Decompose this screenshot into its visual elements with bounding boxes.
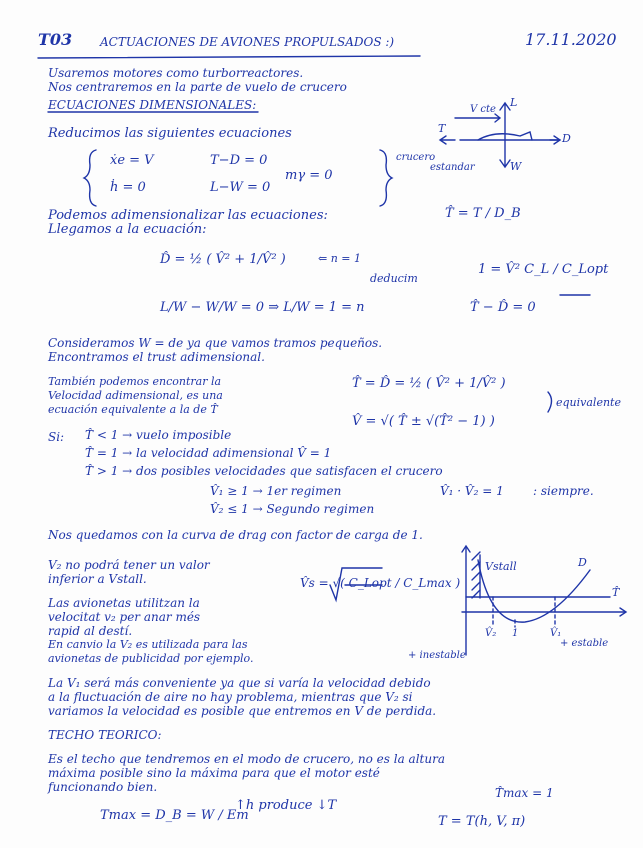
diag-D: D	[562, 132, 571, 145]
diag-crucero: crucero	[396, 152, 436, 163]
plot-one: 1	[512, 628, 519, 639]
plot-v1: V̂₁	[550, 628, 562, 639]
plot-D: D	[578, 556, 587, 569]
consider-line-1: Consideramos W = de ya que vamos tramos pequeños.	[48, 336, 383, 350]
equiv-t: T̂ = D̂ = ½ ( V̂² + 1/V̂² )	[352, 376, 506, 391]
cases-si: Si:	[48, 430, 65, 444]
diag-vcte: V cte	[470, 104, 496, 115]
intro-line-1: Usaremos motores como turborreactores.	[48, 66, 304, 80]
reduce-text: Reducimos las siguientes ecuaciones	[48, 126, 292, 141]
note-4: velocitat v₂ per anar més	[48, 610, 201, 624]
note-3: Las avionetas utilitzan la	[48, 596, 200, 610]
techo-line-2: máxima posible sino la máxima para que el motor esté	[48, 766, 380, 780]
case-v1: V̂₁ ≥ 1 → 1er regimen	[210, 484, 342, 498]
case-2: T̂ = 1 → la velocidad adimensional V̂ = 1	[85, 446, 332, 460]
plot-T: T̂	[612, 586, 620, 599]
bottom-tfunc: T = T(h, V, π)	[438, 814, 526, 829]
diag-W: W	[510, 160, 522, 173]
plot-stall: Vstall	[485, 560, 517, 573]
note-5: rapid al destí.	[48, 624, 133, 638]
note-1: V₂ no podrá tener un valor	[48, 558, 210, 572]
formula-deducim: deducim	[370, 272, 418, 285]
note-7: avionetas de publicidad por ejemplo.	[48, 652, 254, 665]
techo-title: TECHO TEORICO:	[48, 728, 162, 742]
formula-cl: 1 = V̂² C_L / C_Lopt	[478, 262, 609, 277]
eq-mg: mγ = 0	[285, 168, 333, 183]
adim-line-2: Llegamos a la ecuación:	[48, 222, 207, 237]
eq-td: T−D = 0	[210, 153, 268, 168]
case-v2: V̂₂ ≤ 1 → Segundo regimen	[210, 502, 375, 516]
v1-line-2: a la fluctuación de aire no hay problema, mientras que V₂ si	[48, 690, 413, 704]
formula-lw: L/W − W/W = 0 ⇒ L/W = 1 = n	[160, 300, 365, 315]
topic-code: T03	[38, 30, 73, 49]
eq-xe: ẋe = V	[110, 153, 154, 168]
diag-estandar: estandar	[430, 162, 475, 173]
eq-hdot: ḣ = 0	[110, 180, 146, 195]
page-title: ACTUACIONES DE AVIONES PROPULSADOS :)	[100, 35, 395, 49]
bottom-prod: ↑h produce ↓T	[235, 798, 337, 813]
case-prod: V̂₁ · V̂₂ = 1	[440, 484, 504, 498]
bottom-tmax: Tmax = D_B = W / Em	[100, 808, 249, 823]
equiv-v: V̂ = √( T̂ ± √(T̂² − 1) )	[352, 414, 495, 429]
formula-td: T̂ − D̂ = 0	[470, 300, 536, 315]
techo-line-1: Es el techo que tendremos en el modo de crucero, no es la altura	[48, 752, 445, 766]
note-2: inferior a Vstall.	[48, 572, 147, 586]
eq-lw: L−W = 0	[210, 180, 271, 195]
consider-line-2: Encontramos el trust adimensional.	[48, 350, 265, 364]
note-6: En canvio la V₂ es utilizada para las	[48, 638, 248, 651]
v1-line-1: La V₁ será más conveniente ya que si varía la velocidad debido	[48, 676, 431, 690]
bottom-tmax1: T̂max = 1	[495, 786, 554, 800]
techo-line-3: funcionando bien.	[48, 780, 158, 794]
formula-dhat: D̂ = ½ ( V̂² + 1/V̂² )	[160, 252, 286, 267]
formula-that: T̂ = T / D_B	[445, 206, 521, 221]
plot-estable: + estable	[560, 638, 609, 649]
case-always: : siempre.	[533, 484, 594, 498]
intro-line-2: Nos centraremos en la parte de vuelo de crucero	[48, 80, 347, 94]
equiv-label: equivalente	[556, 396, 621, 409]
drag-curve-text: Nos quedamos con la curva de drag con factor de carga de 1.	[48, 528, 423, 542]
plot-inestable: + inestable	[408, 650, 466, 661]
diag-L: L	[510, 96, 518, 109]
also-line-1: También podemos encontrar la	[48, 375, 222, 388]
section-heading-dim: ECUACIONES DIMENSIONALES:	[48, 98, 257, 112]
plot-v2: V̂₂	[485, 628, 497, 639]
adim-line-1: Podemos adimensionalizar las ecuaciones:	[48, 208, 328, 223]
case-3: T̂ > 1 → dos posibles velocidades que satisfacen el crucero	[85, 464, 443, 478]
diag-T: T	[438, 122, 446, 135]
v1-line-3: variamos la velocidad es posible que entremos en V de perdida.	[48, 704, 437, 718]
also-line-3: ecuación equivalente a la de T̂	[48, 403, 218, 416]
vs-formula: V̂s = √( C_Lopt / C_Lmax )	[300, 576, 461, 590]
case-1: T̂ < 1 → vuelo imposible	[85, 428, 232, 442]
page-date: 17.11.2020	[525, 30, 617, 49]
also-line-2: Velocidad adimensional, es una	[48, 389, 223, 402]
formula-n1: ⇐ n = 1	[318, 252, 362, 265]
